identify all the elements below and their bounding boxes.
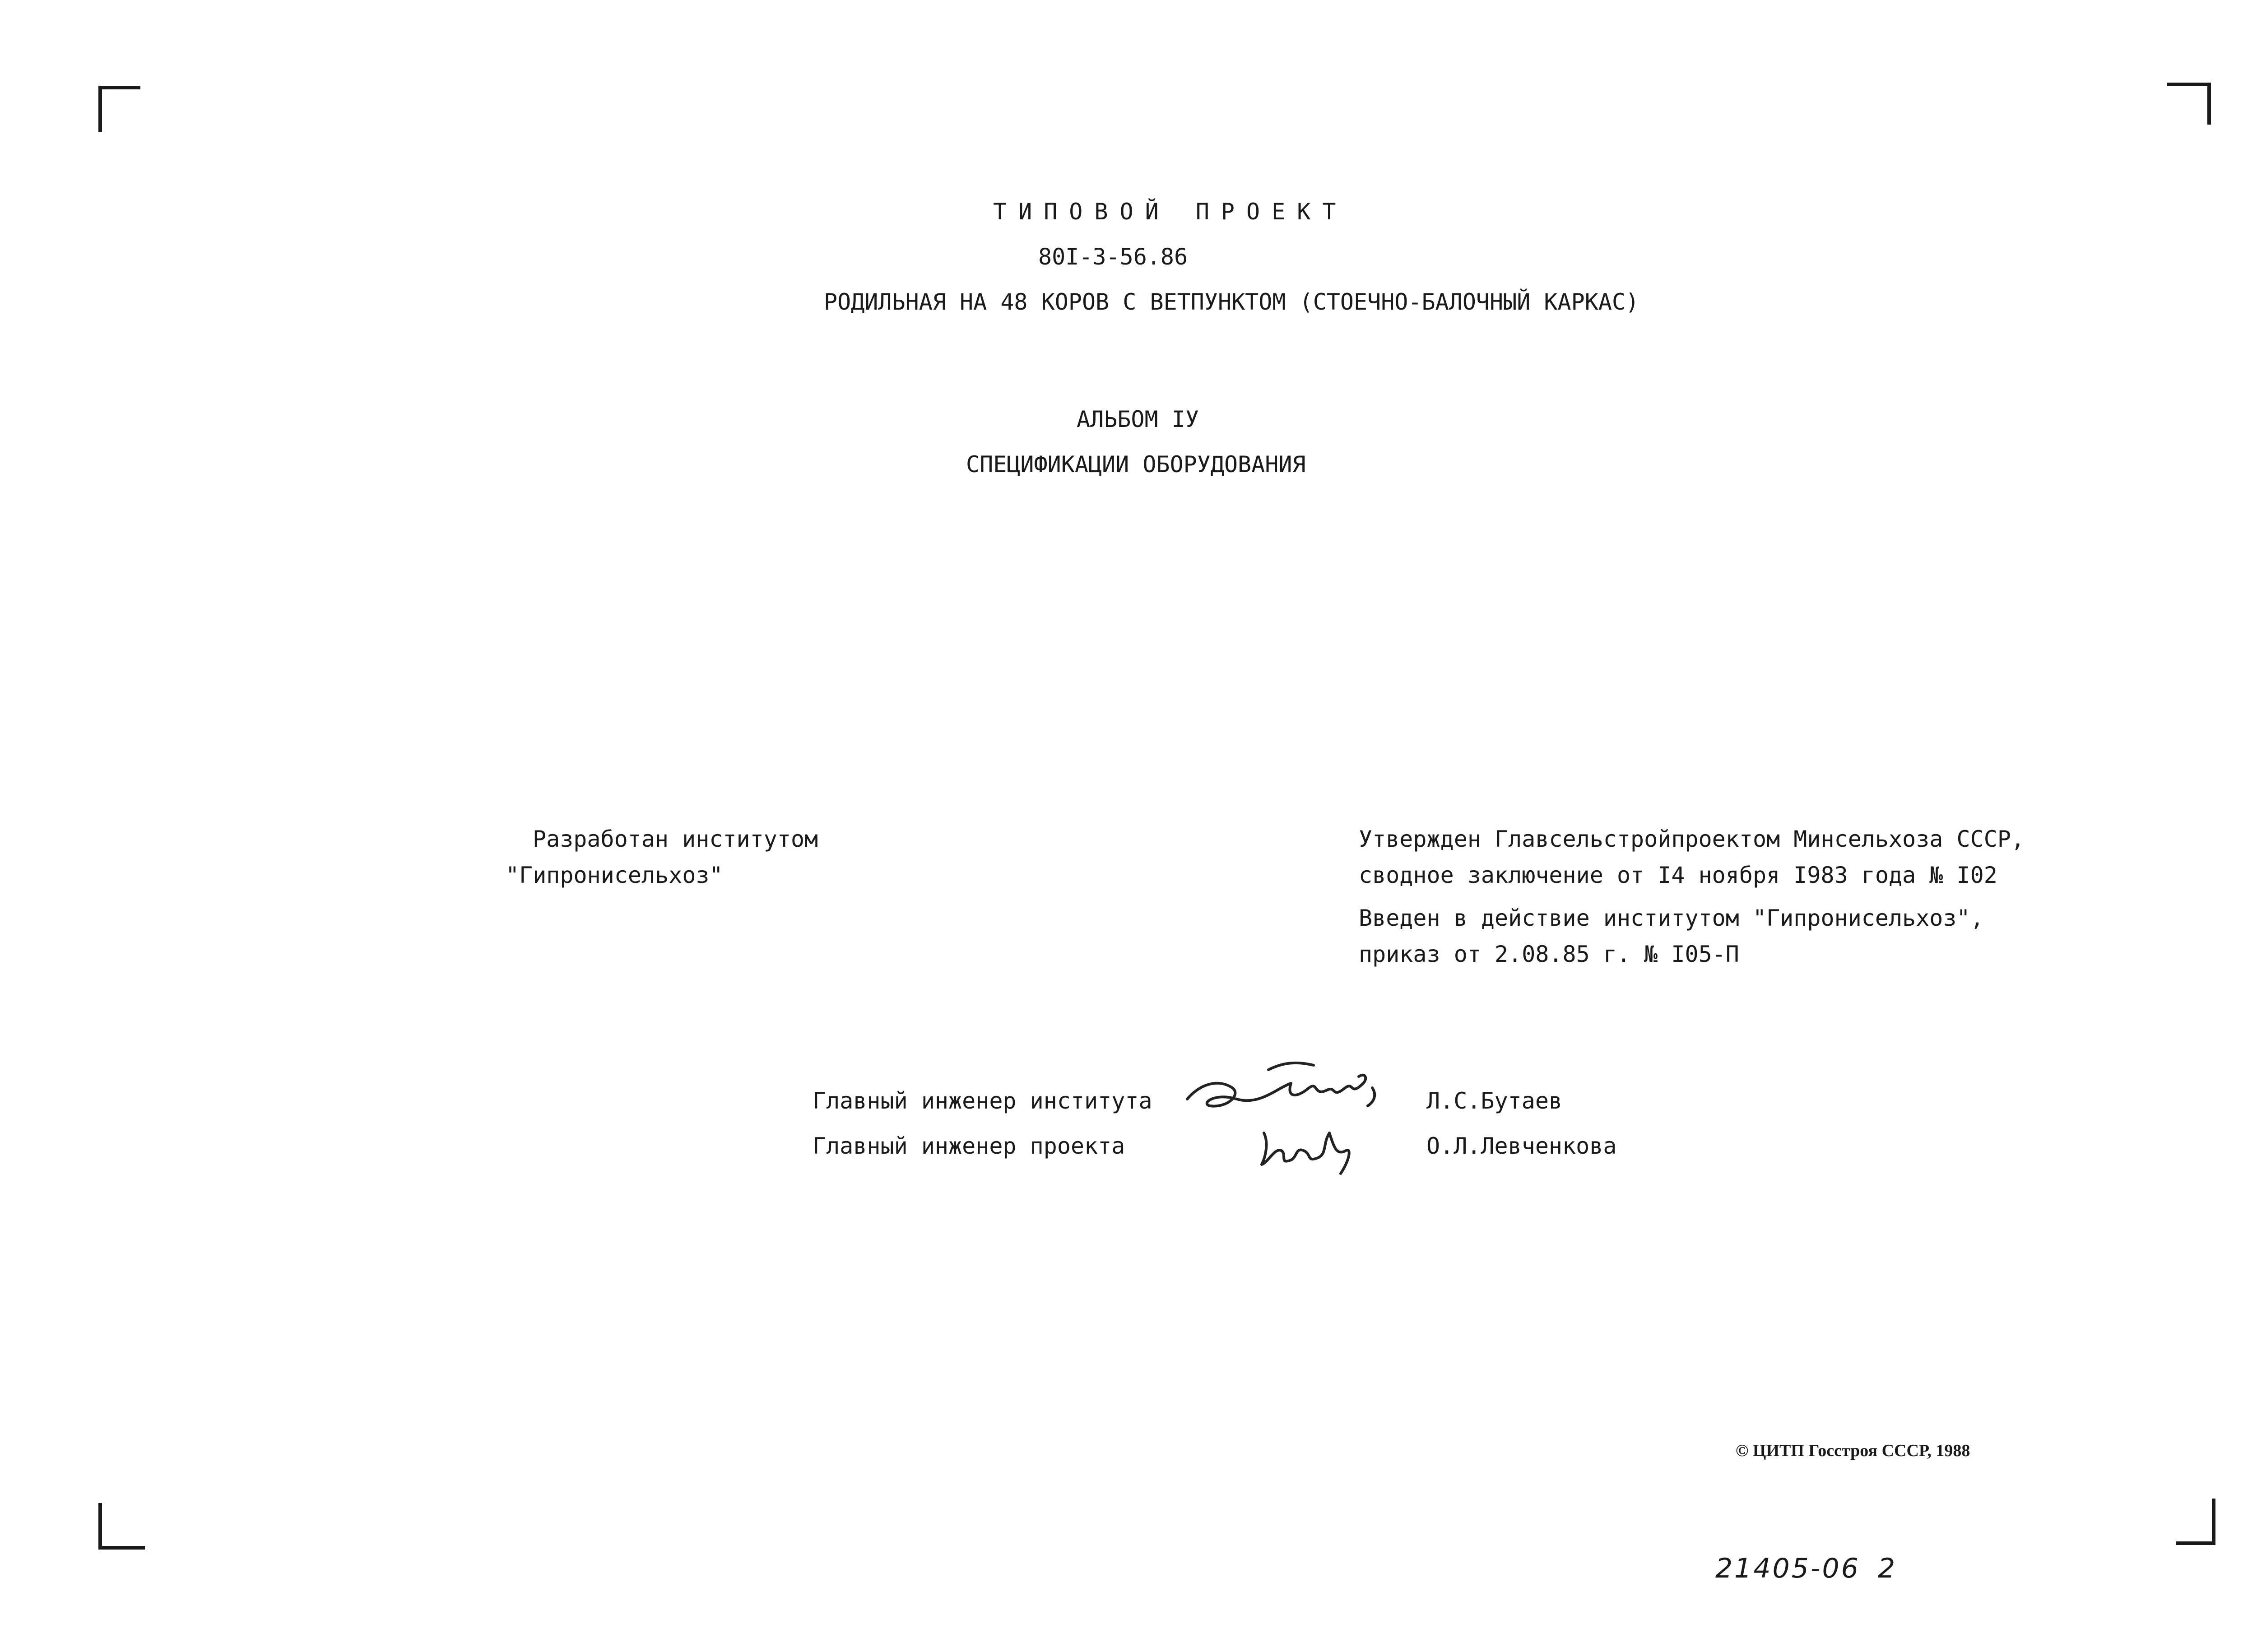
signature-role-2: Главный инженер проекта [813,1133,1125,1159]
handwritten-signature-2 [1255,1119,1372,1178]
copyright-notice: © ЦИТП Госстроя СССР, 1988 [1736,1441,1970,1460]
crop-mark-bottom-right [2176,1499,2215,1545]
album-number: АЛЬБОМ IУ [1077,406,1199,432]
handwritten-signature-1 [1183,1056,1395,1124]
project-number: 80I-3-56.86 [1038,244,1188,270]
album-title: СПЕЦИФИКАЦИИ ОБОРУДОВАНИЯ [966,451,1306,478]
approval-line-4: приказ от 2.08.85 г. № I05-П [1359,941,1739,967]
doc-type-heading: ТИПОВОЙ ПРОЕКТ [993,199,1348,225]
approval-line-3: Введен в действие институтом "Гипронисельхоз", [1359,905,1984,931]
crop-mark-top-right [2167,83,2211,125]
crop-mark-bottom-left [98,1503,145,1550]
signature-role-1: Главный инженер института [813,1088,1152,1114]
signature-name-1: Л.С.Бутаев [1426,1088,1563,1114]
crop-mark-top-left [98,86,140,132]
approval-line-1: Утвержден Главсельстройпроектом Минсельхоза СССР, [1359,826,2025,852]
developer-line-1: Разработан институтом [533,826,818,852]
project-title: РОДИЛЬНАЯ НА 48 КОРОВ С ВЕТПУНКТОМ (СТОЕЧНО-БАЛОЧНЫЙ КАРКАС) [824,289,1639,315]
page-number: 2 [1878,1553,1897,1584]
developer-line-2: "Гипронисельхоз" [506,862,723,888]
signature-name-2: О.Л.Левченкова [1426,1133,1617,1159]
inventory-number: 21405-06 [1715,1553,1860,1584]
approval-line-2: сводное заключение от I4 ноября I983 года № I02 [1359,862,1997,888]
